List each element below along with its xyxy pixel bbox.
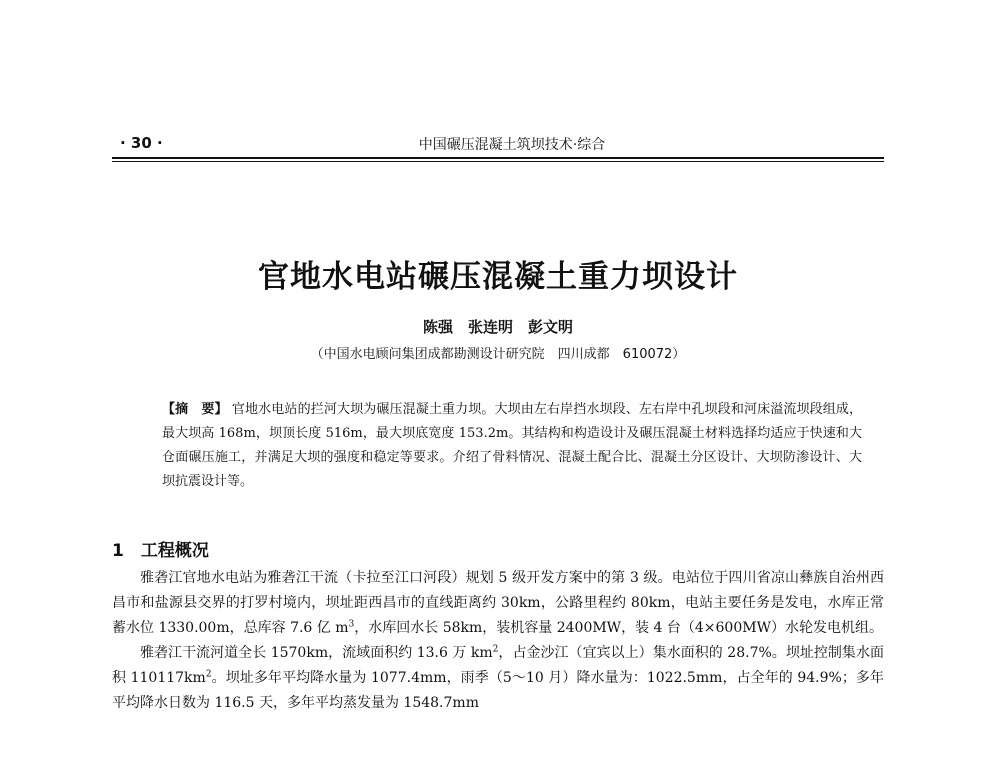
page-number: · 30 · bbox=[120, 134, 163, 152]
paragraph-text: 雅砻江干流河道全长 1570km，流域面积约 13.6 万 km bbox=[140, 645, 493, 661]
section-heading: 1 工程概况 bbox=[112, 541, 209, 561]
paragraph-text: ，水库回水长 58km，装机容量 2400MW，装 4 台（4×600MW）水轮发电机组。 bbox=[354, 620, 883, 636]
article-affiliation: （中国水电顾问集团成都勘测设计研究院 四川成都 610072） bbox=[310, 347, 686, 362]
superscript: 2 bbox=[205, 669, 212, 680]
running-header bbox=[112, 134, 884, 154]
abstract-text: 官地水电站的拦河大坝为碾压混凝土重力坝。大坝由左右岸挡水坝段、左右岸中孔坝段和河床溢流坝段组成，最大坝高 168m，坝顶长度 516m，最大坝底宽度 153.2m。其结构和构造设计及碾压混凝土材料选择均适应于快速和大仓面碾压施工，并满足大坝的强度和稳定等要求。介绍了骨料情况、混凝土配合比、混凝土分区设计、大坝防渗设计、大坝抗震设计等。 bbox=[162, 402, 862, 489]
superscript: 3 bbox=[348, 619, 355, 630]
abstract-label: 【摘 要】 bbox=[162, 402, 228, 417]
paragraph bbox=[112, 566, 884, 641]
abstract bbox=[162, 398, 862, 494]
header-rule-thin bbox=[112, 161, 884, 162]
article-authors: 陈强 张连明 彭文明 bbox=[422, 318, 573, 336]
header-rule-thick bbox=[112, 157, 884, 159]
body-text bbox=[112, 566, 884, 716]
paragraph bbox=[112, 641, 884, 716]
article-title: 官地水电站碾压混凝土重力坝设计 bbox=[258, 259, 738, 295]
paragraph-text: ，占金沙江（宜宾以上）集水面积的 28.7%。坝址控制集水面积 110117km bbox=[112, 645, 884, 686]
paragraph-text: 雅砻江官地水电站为雅砻江干流（卡拉至江口河段）规划 5 级开发方案中的第 3 级。电站位于四川省凉山彝族自治州西昌市和盐源县交界的打罗村境内，坝址距西昌市的直线距离约 30km，公路里程约 80km，电站主要任务是发电，水库正常蓄水位 1330.00m，总库容 7.6 亿 m bbox=[112, 570, 884, 636]
superscript: 2 bbox=[492, 644, 499, 655]
journal-title: 中国碾压混凝土筑坝技术·综合 bbox=[418, 137, 606, 153]
paragraph-text: 。坝址多年平均降水量为 1077.4mm，雨季（5～10 月）降水量为：1022.5mm，占全年的 94.9%；多年平均降水日数为 116.5 天，多年平均蒸发量为 1548.7mm bbox=[112, 670, 884, 711]
